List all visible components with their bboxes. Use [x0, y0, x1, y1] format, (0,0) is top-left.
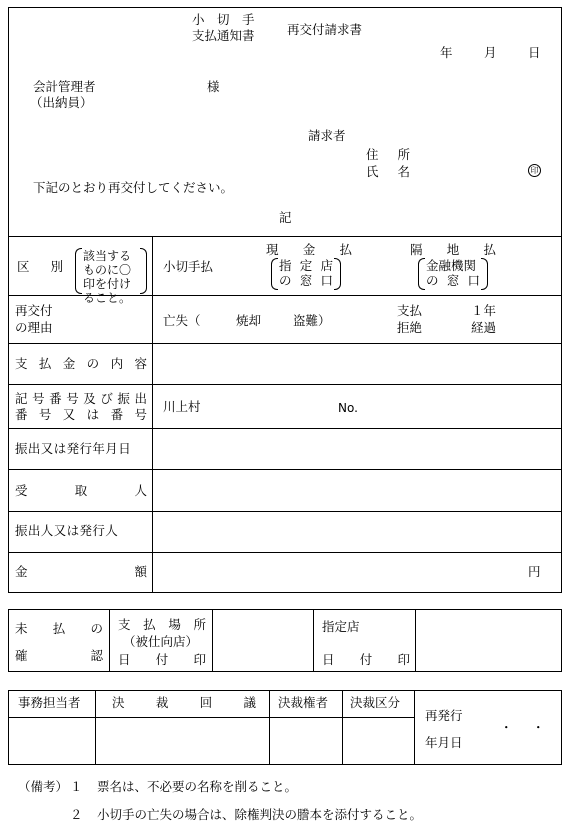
- note-1-number: １: [70, 779, 83, 794]
- addressee-honorific: 様: [207, 79, 220, 94]
- kogitte-barai: 小切手払: [163, 259, 214, 274]
- title-main: 再交付請求書: [287, 22, 363, 37]
- receiver-label: 受 取 人: [15, 483, 147, 498]
- date-year-label: 年: [440, 45, 453, 60]
- reason-refuse-2: 拒絶: [397, 320, 423, 335]
- reissue-ymd-label: 年月日: [425, 735, 463, 750]
- note-2-number: ２: [70, 807, 83, 822]
- genkin-sub-1: 指 定 店: [279, 258, 333, 273]
- category-label: 決裁区分: [350, 695, 401, 710]
- kubun-note-2: ものに〇: [83, 263, 132, 277]
- kakuchi-sub-2: の 窓 口: [426, 273, 480, 288]
- reason-year-2: 経過: [471, 320, 497, 335]
- addressee-sub: （出納員）: [30, 95, 93, 110]
- address-label: 住 所: [366, 147, 410, 162]
- number-label-1: 記 号 番 号 及 び 振 出: [15, 391, 147, 406]
- addressee-label: 会計管理者: [33, 79, 96, 94]
- amount-label: 金 額: [15, 564, 147, 579]
- intro-text: 下記のとおり再交付してください。: [33, 180, 234, 195]
- kubun-label: 区 別: [17, 259, 63, 274]
- kubun-note-1: 該当する: [83, 249, 132, 263]
- reissue-dot-2: ・: [532, 720, 545, 735]
- reissue-dot-1: ・: [500, 720, 513, 735]
- content-label: 支 払 金 の 内 容: [15, 356, 147, 371]
- date-day-label: 日: [528, 45, 541, 60]
- amount-unit: 円: [528, 564, 541, 579]
- reason-theft: 盗難）: [293, 313, 331, 328]
- reason-label-1: 再交付: [15, 303, 53, 318]
- name-label: 氏 名: [366, 164, 410, 179]
- date-seal-label: 日 付 印: [118, 652, 206, 667]
- kubun-note-3: 印を付け: [83, 277, 132, 291]
- number-no: No.: [338, 401, 358, 415]
- staff-label: 事務担当者: [18, 695, 81, 710]
- shitei-label: 指定店: [322, 619, 360, 634]
- issuer-label: 振出人又は発行人: [15, 523, 119, 538]
- unpaid-label-1: 未 払 の: [15, 621, 103, 636]
- kubun-note-4: ること。: [83, 291, 132, 305]
- reason-loss: 亡失（: [163, 313, 201, 328]
- reason-refuse-1: 支払: [397, 303, 423, 318]
- date-seal-label-2: 日 付 印: [322, 652, 410, 667]
- ki-label: 記: [279, 210, 292, 225]
- payment-place-label: 支 払 場 所: [118, 617, 206, 632]
- seal-mark: 印: [528, 164, 541, 177]
- genkin-barai: 現 金 払: [266, 242, 352, 257]
- authority-label: 決裁権者: [278, 695, 329, 710]
- genkin-sub-2: の 窓 口: [279, 273, 333, 288]
- reason-year-1: １年: [471, 303, 497, 318]
- requester-label: 請求者: [308, 128, 346, 143]
- title-shiharai: 支払通知書: [192, 28, 255, 43]
- unpaid-label-2: 確 認: [15, 648, 103, 663]
- note-1-text: 票名は、不必要の名称を削ること。: [97, 779, 298, 794]
- payment-place-sub: （被仕向店）: [123, 634, 199, 649]
- kakuchi-barai: 隔 地 払: [410, 242, 496, 257]
- reissue-label: 再発行: [425, 708, 463, 723]
- date-row-label: 振出又は発行年月日: [15, 441, 132, 456]
- decision-label: 決 裁 回 議: [112, 695, 256, 710]
- note-2-text: 小切手の亡失の場合は、除権判決の謄本を添付すること。: [97, 807, 423, 822]
- number-label-2: 番 号 又 は 番 号: [15, 407, 147, 422]
- village-name: 川上村: [163, 399, 201, 414]
- notes-label: （備考）: [18, 779, 69, 794]
- title-kogitte: 小 切 手: [192, 12, 255, 27]
- reason-burn: 焼却: [236, 313, 262, 328]
- reason-label-2: の理由: [15, 320, 53, 335]
- date-month-label: 月: [484, 45, 497, 60]
- kakuchi-sub-1: 金融機関: [426, 258, 477, 273]
